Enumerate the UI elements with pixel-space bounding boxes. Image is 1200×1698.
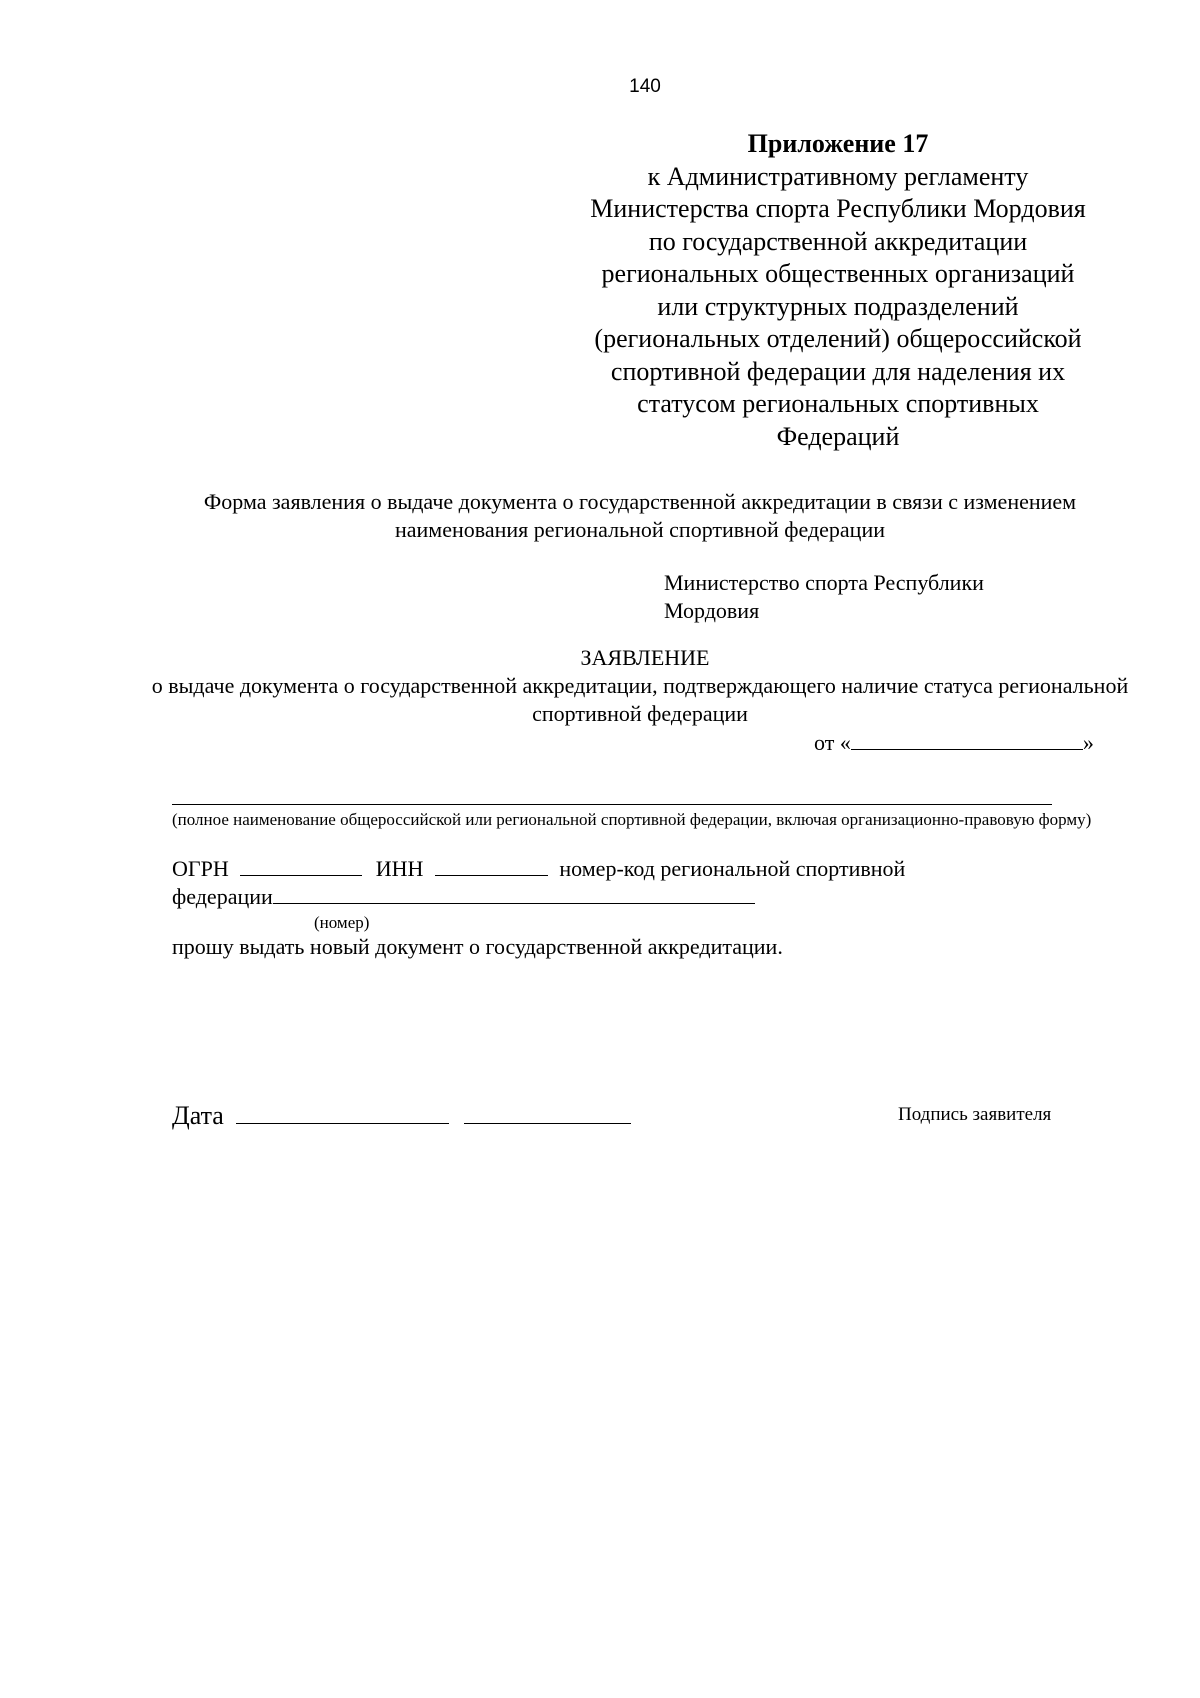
date-from-field[interactable]	[814, 729, 1094, 757]
date-blank[interactable]	[851, 729, 1083, 750]
appendix-line: или структурных подразделений	[657, 291, 1019, 321]
date-suffix: »	[1082, 730, 1094, 755]
appendix-line: спортивной федерации для наделения их	[610, 356, 1066, 386]
appendix-line: по государственной аккредитации	[648, 226, 1028, 256]
page-number: 140	[629, 76, 661, 97]
appendix-line: региональных общественных организаций	[601, 259, 1075, 288]
date-signature-row	[172, 1099, 631, 1132]
ogrn-inn-row	[172, 855, 905, 883]
inn-blank[interactable]	[435, 855, 548, 876]
form-title: Форма заявления о выдаче документа о государственной аккредитации в связи с изменением наименования региональной спортивной федерации	[203, 489, 1077, 542]
appendix-header	[568, 128, 1108, 453]
appendix-line: (региональных отделений) общероссийской	[594, 324, 1082, 353]
signature-blank[interactable]	[464, 1099, 631, 1124]
ogrn-label: ОГРН	[172, 856, 229, 881]
date-prefix: от «	[814, 730, 851, 755]
signature-caption: Подпись заявителя	[898, 1104, 1052, 1125]
appendix-line: Федераций	[776, 421, 900, 451]
appendix-title: Приложение 17	[747, 129, 929, 158]
appendix-line: к Административному регламенту	[647, 161, 1029, 191]
fullname-blank-line[interactable]	[172, 804, 1052, 805]
federation-number-blank[interactable]	[273, 883, 755, 904]
fullname-caption: (полное наименование общероссийской или региональной спортивной федерации, включая организационно-правовую форму)	[172, 810, 1092, 829]
date-label: Дата	[172, 1101, 224, 1130]
appendix-line: Министерства спорта Республики Мордовия	[590, 194, 1086, 223]
recipient: Министерство спорта Республики Мордовия	[664, 570, 984, 623]
inn-label: ИНН	[375, 856, 424, 881]
statement-heading: ЗАЯВЛЕНИЕ	[580, 645, 710, 670]
federation-label: федерации	[172, 884, 273, 909]
appendix-line: статусом региональных спортивных	[637, 389, 1039, 418]
request-text: прошу выдать новый документ о государственной аккредитации.	[172, 934, 783, 959]
date-blank[interactable]	[236, 1099, 449, 1124]
ogrn-blank[interactable]	[240, 855, 362, 876]
code-label: номер-код региональной спортивной	[559, 856, 906, 881]
statement-subheading: о выдаче документа о государственной аккредитации, подтверждающего наличие статуса региональной спортивной федерации	[151, 673, 1129, 726]
number-caption: (номер)	[314, 913, 370, 932]
federation-number-row	[172, 883, 755, 911]
